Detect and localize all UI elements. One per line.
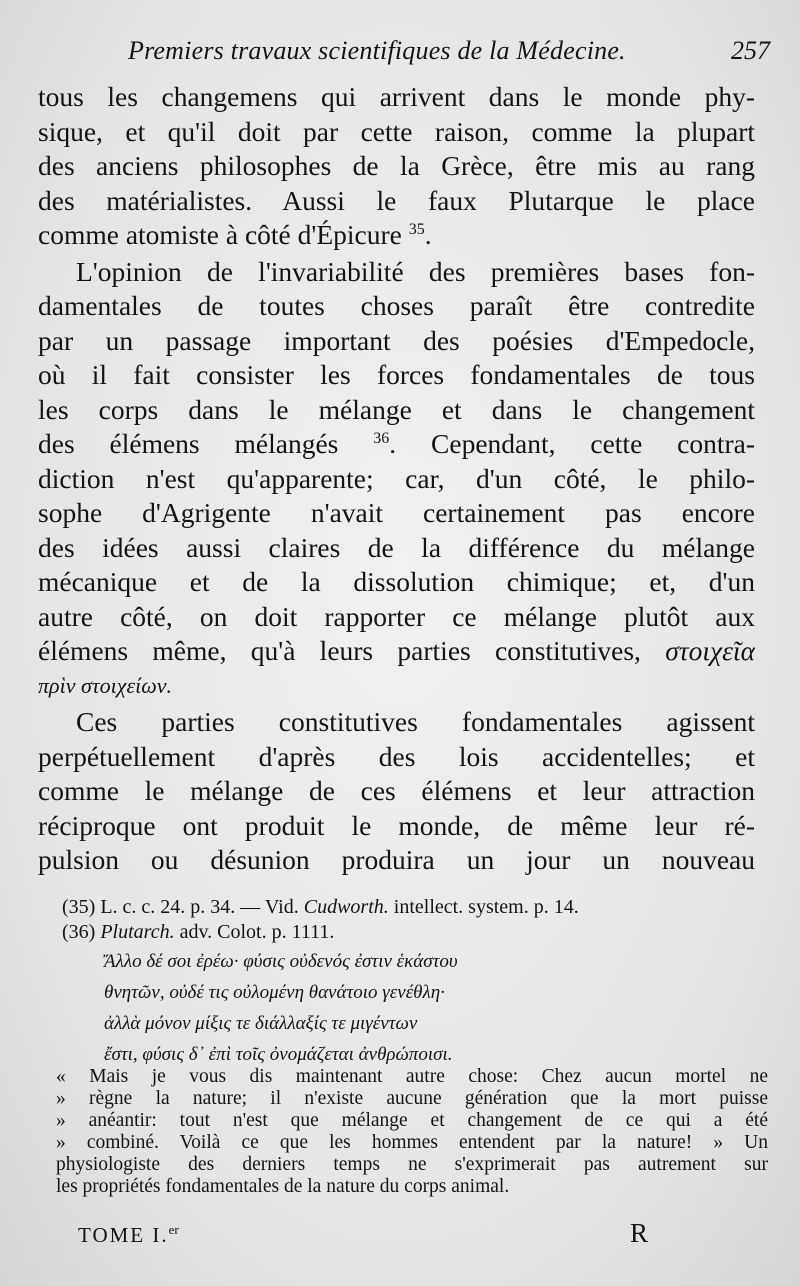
- footnote-36: [62, 920, 768, 945]
- text-fragment: des élémens mélangés: [38, 428, 339, 459]
- footnote-ref-35: 35: [408, 220, 425, 238]
- greek-line: πρὶν στοιχείων.: [38, 672, 173, 698]
- text-line: comme atomiste à côté d'Épicure $^{35}$.: [38, 219, 432, 250]
- translation-line: les propriétés fondamentales de la nature du corps animal.: [56, 1176, 510, 1197]
- text-line: autre côté, on doit rapporter ce mélange plutôt aux: [38, 600, 755, 632]
- page-footer: [0, 1218, 800, 1258]
- verse-line: θνητῶν, οὐδέ τις οὐλομένη θανάτοιο γενέθλη·: [104, 982, 445, 1003]
- text-line: comme le mélange de ces élémens et leur attraction: [38, 775, 755, 806]
- greek-verse: [104, 946, 664, 1070]
- text-line: par un passage important des poésies d'Empedocle,: [38, 324, 755, 356]
- text-line: tous les changemens qui arrivent dans le monde phy-: [38, 81, 755, 112]
- text-fragment: er: [168, 1222, 179, 1237]
- translation-line: » combiné. Voilà ce que les hommes entendent par la nature! » Un: [56, 1132, 768, 1153]
- text-line: pulsion ou désunion produira un jour un nouveau: [38, 844, 755, 875]
- translation-line: » règne la nature; il n'existe aucune génération que la mort puisse: [56, 1088, 768, 1109]
- page-number: 257: [731, 36, 770, 65]
- text-fragment: TOME I.: [78, 1223, 169, 1247]
- text-line: L'opinion de l'invariabilité des premières bases fon-: [76, 255, 755, 287]
- text-line: [38, 634, 755, 669]
- text-fragment: (35) L. c. c. 24. p. 34. — Vid.: [62, 896, 299, 918]
- text-fragment: . Cependant, cette contra-: [389, 428, 755, 459]
- text-fragment: adv. Colot. p. 1111.: [179, 921, 335, 943]
- greek-word: στοιχεῖα: [665, 635, 755, 666]
- text-line: des matérialistes. Aussi le faux Plutarque le place: [38, 184, 755, 216]
- text-fragment: comme atomiste à côté d'Épicure: [38, 219, 402, 250]
- text-line: des anciens philosophes de la Grèce, être mis au rang: [38, 150, 755, 181]
- text-fragment: (36): [62, 921, 96, 943]
- text-line: réciproque ont produit le monde, de même leur ré-: [38, 809, 755, 841]
- verse-line: Ἄλλο δέ σοι ἐρέω· φύσις οὐδενός ἐστιν ἑκάστου: [104, 951, 458, 972]
- verse-translation: [56, 1066, 768, 1198]
- text-line: damentales de toutes choses paraît être contredite: [38, 290, 755, 321]
- text-fragment: Plutarch.: [100, 921, 175, 943]
- text-line: perpétuellement d'après des lois accidentelles; et: [38, 740, 755, 772]
- footnote-35: [62, 895, 768, 920]
- text-line: sophe d'Agrigente n'avait certainement pas encore: [38, 497, 755, 528]
- verse-line: ἀλλὰ μόνον μίξις τε διάλλαξίς τε μιγέντων: [104, 1013, 418, 1034]
- text-fragment: élémens même, qu'à leurs parties constitutives,: [38, 635, 641, 666]
- text-fragment: Cudworth.: [303, 896, 389, 918]
- text-line: mécanique et de la dissolution chimique; et, d'un: [38, 566, 755, 597]
- translation-line: physiologiste des derniers temps ne s'exprimerait pas autrement sur: [56, 1154, 768, 1175]
- verse-line: ἔστι, φύσις δ᾽ ἐπὶ τοῖς ὀνομάζεται ἀνθρώποισι.: [104, 1044, 453, 1065]
- text-line: des idées aussi claires de la différence du mélange: [38, 531, 755, 563]
- text-line: sique, et qu'il doit par cette raison, comme la plupart: [38, 115, 755, 147]
- translation-line: « Mais je vous dis maintenant autre chose: Chez aucun mortel ne: [56, 1066, 768, 1087]
- text-fragment: intellect. system. p. 14.: [393, 896, 579, 918]
- text-line: Ces parties constitutives fondamentales agissent: [76, 706, 755, 737]
- text-line: les corps dans le mélange et dans le changement: [38, 393, 755, 425]
- signature-mark: R: [630, 1218, 649, 1248]
- translation-line: » anéantir: tout n'est que mélange et changement de ce qui a été: [56, 1110, 768, 1131]
- footnotes: [62, 895, 768, 945]
- text-line: où il fait consister les forces fondamentales de tous: [38, 359, 755, 390]
- tome-label: [78, 1222, 179, 1248]
- text-line: diction n'est qu'apparente; car, d'un côté, le philo-: [38, 462, 755, 494]
- running-title: Premiers travaux scientifiques de la Médecine.: [128, 36, 626, 65]
- main-text: [38, 80, 755, 878]
- page-header: [40, 30, 770, 70]
- text-line: [38, 427, 755, 462]
- footnote-ref-36: 36: [373, 429, 390, 447]
